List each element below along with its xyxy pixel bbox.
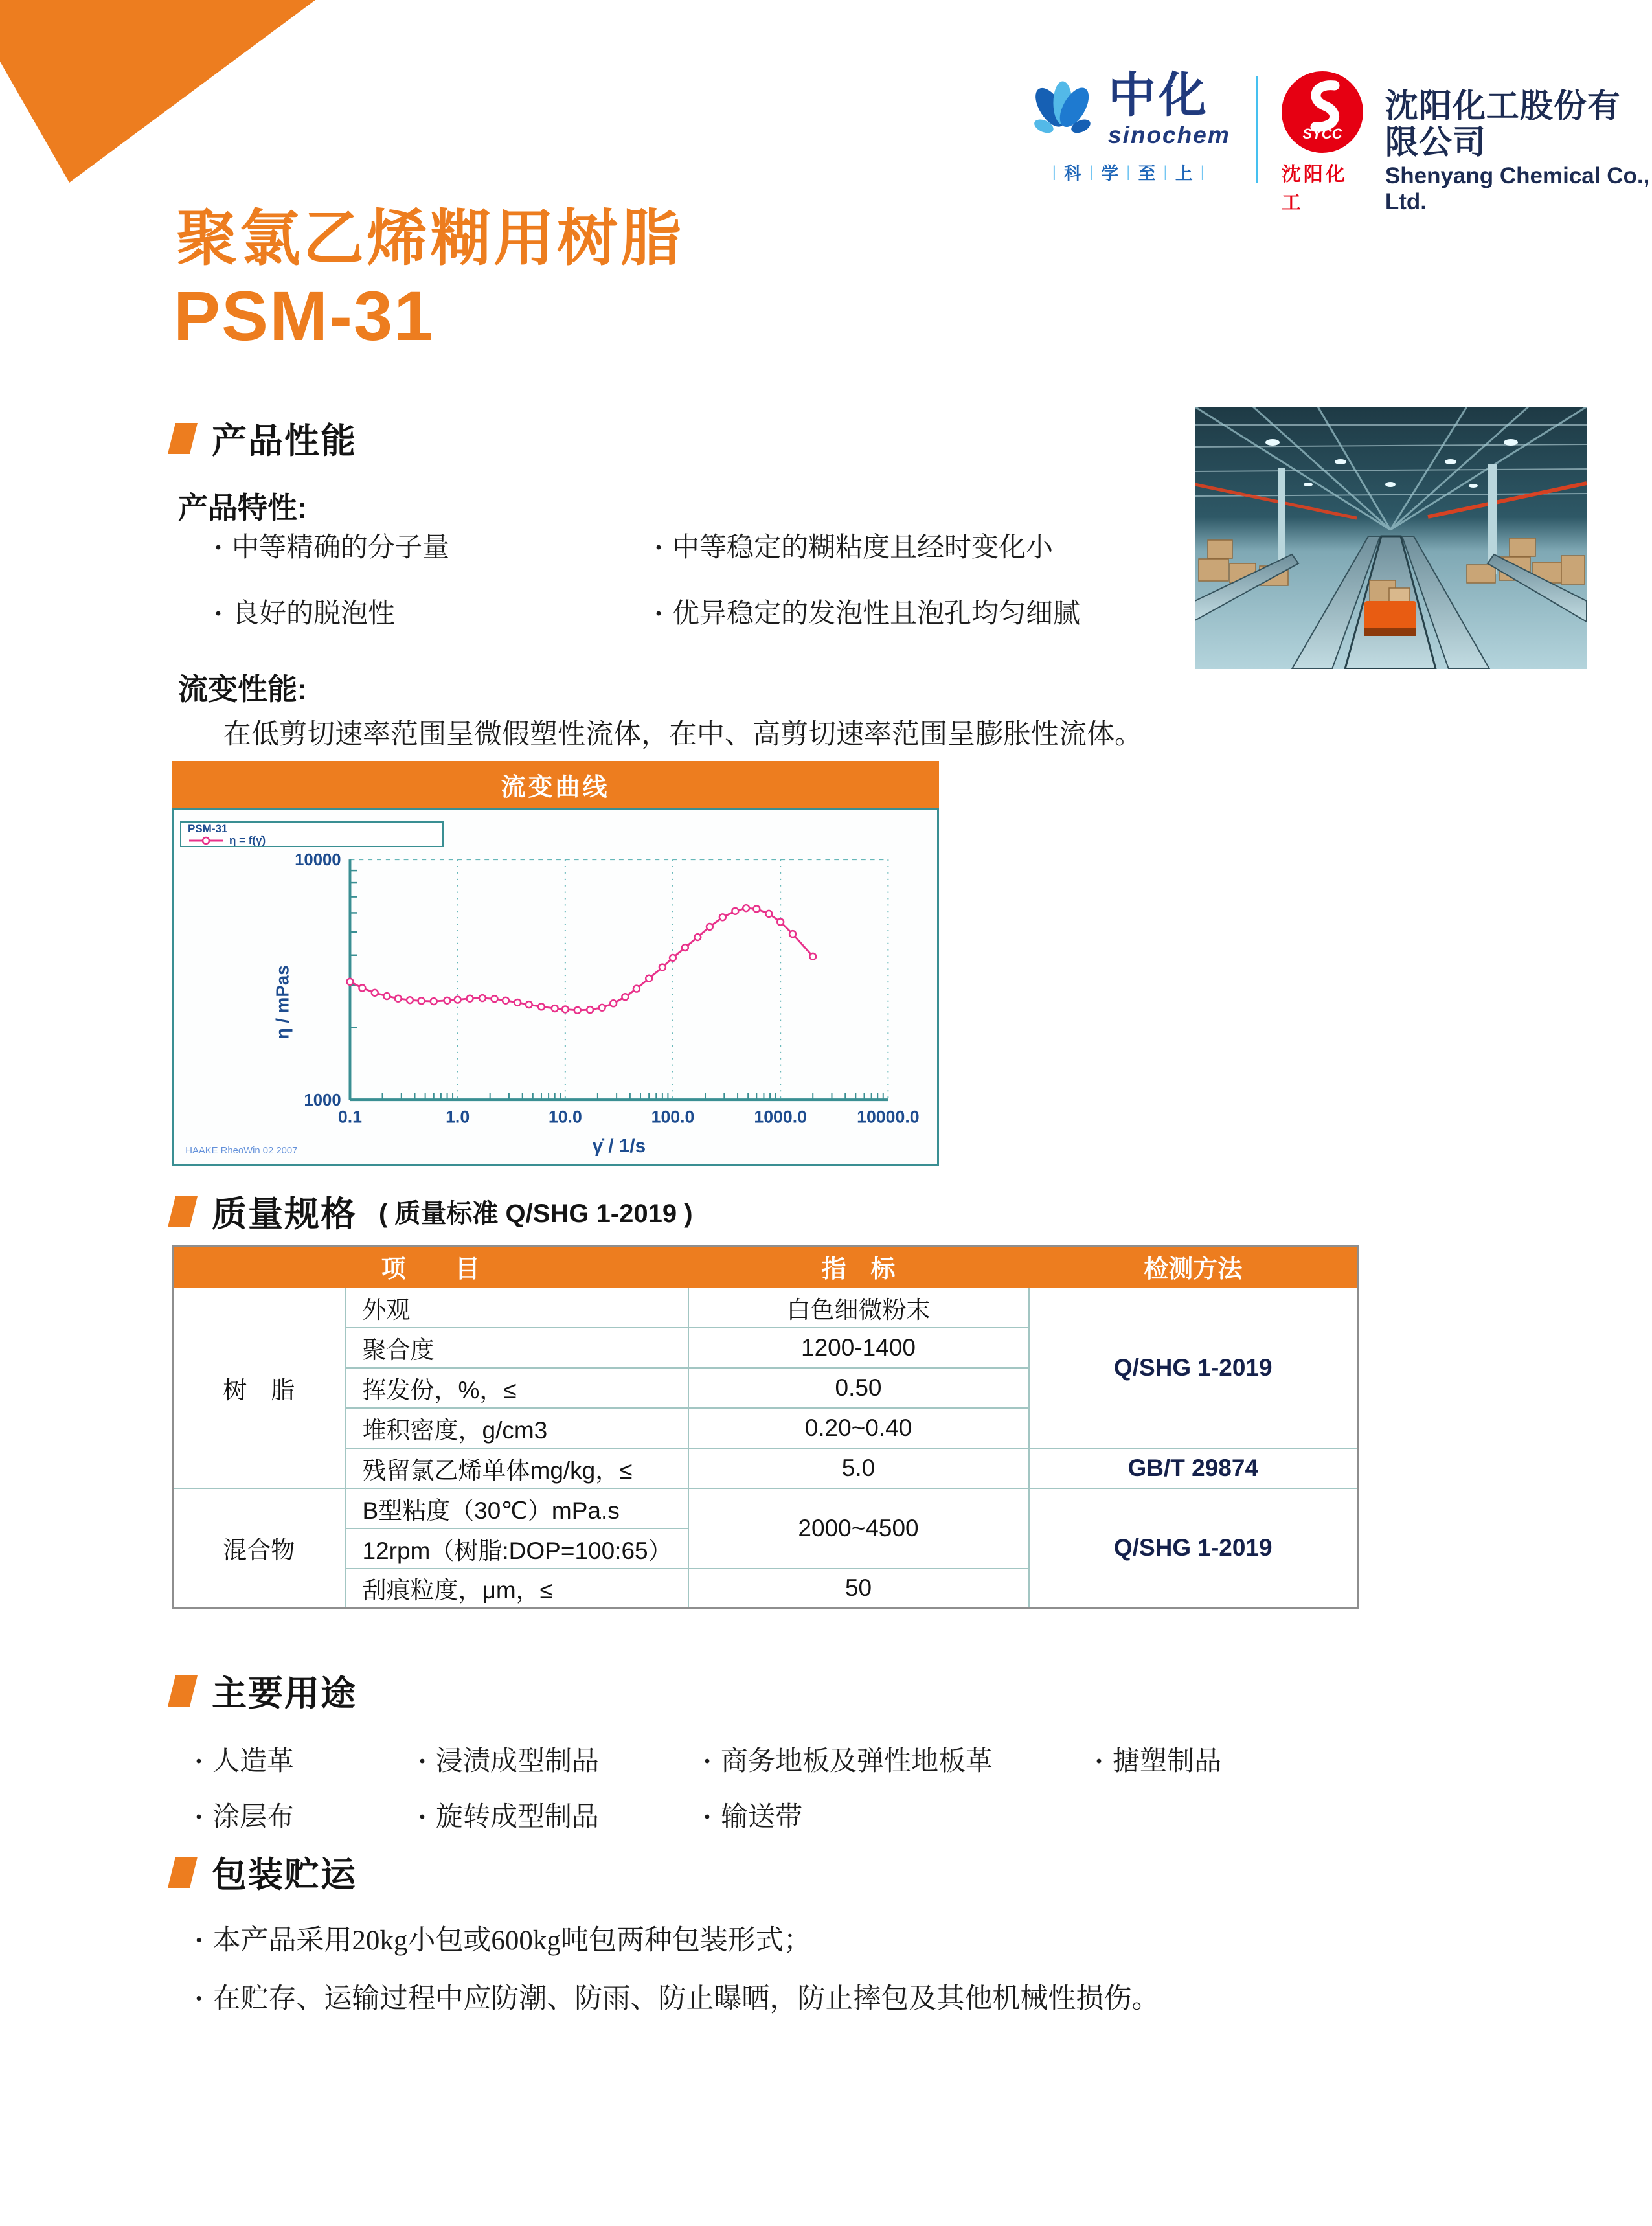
rheology-label: 流变性能: [178, 672, 308, 706]
use-item: · 输送带 [703, 1795, 1094, 1834]
sycc-cn-label: 沈阳化工 [1281, 164, 1348, 214]
method-cell: Q/SHG 1-2019 [1029, 1488, 1358, 1609]
method-cell: Q/SHG 1-2019 [1029, 1288, 1358, 1448]
svg-text:η / mPas: η / mPas [272, 965, 293, 1039]
packaging-item: · 在贮存、运输过程中应防潮、防雨、防止曝晒，防止摔包及其他机械性损伤。 [194, 1977, 1159, 2016]
group-resin: 树 脂 [173, 1288, 345, 1488]
tagline-char: 上 [1175, 164, 1193, 183]
sycc-logo-block [1282, 71, 1363, 215]
section-marker [168, 423, 198, 454]
legend-equation: η = f(γ̇) [229, 834, 266, 846]
table-header-row [173, 1246, 1358, 1288]
section-spec-subtitle: ( 质量标准 Q/SHG 1-2019 ) [379, 1199, 693, 1228]
value-cell: 白色细微粉末 [688, 1288, 1029, 1328]
sinochem-lotus-icon [1026, 73, 1099, 148]
rheology-chart [172, 808, 939, 1166]
sycc-badge-icon [1282, 71, 1363, 153]
use-item: · 旋转成型制品 [418, 1795, 703, 1834]
col-header-item: 项 目 [173, 1246, 688, 1288]
spec-table [172, 1245, 1359, 1609]
uses-row-2 [194, 1795, 1094, 1834]
item-cell: 挥发份，%，≤ [345, 1368, 688, 1408]
svg-text:10000: 10000 [295, 851, 341, 870]
uses-row-1 [194, 1740, 1221, 1778]
table-row [173, 1448, 1358, 1488]
value-cell: 0.50 [688, 1368, 1029, 1408]
product-grade: PSM-31 [174, 277, 435, 355]
group-mixture: 混合物 [173, 1488, 345, 1609]
feature-item: · 中等精确的分子量 [214, 526, 654, 565]
company-name-en: Shenyang Chemical Co., Ltd. [1385, 163, 1650, 215]
section-packaging-title: 包装贮运 [212, 1856, 357, 1894]
brand-header [1026, 68, 1652, 215]
table-row [173, 1488, 1358, 1528]
svg-text:10000.0: 10000.0 [857, 1107, 920, 1127]
tagline-char: 学 [1101, 164, 1119, 183]
section-performance [172, 413, 357, 463]
features-label: 产品特性: [178, 491, 308, 525]
chart-title-bar: 流变曲线 [172, 761, 939, 808]
section-uses [172, 1666, 357, 1716]
svg-text:γ̇ / 1/s: γ̇ / 1/s [592, 1135, 646, 1157]
product-title: 聚氯乙烯糊用树脂 [176, 204, 685, 272]
svg-text:HAAKE RheoWin 02 2007: HAAKE RheoWin 02 2007 [185, 1146, 298, 1157]
use-item: · 搪塑制品 [1094, 1740, 1221, 1778]
sinochem-tagline: | 科 | 学 | 至 | 上 | [1052, 159, 1205, 185]
value-cell: 0.20~0.40 [688, 1408, 1029, 1448]
tagline-char: 科 [1064, 164, 1081, 183]
value-cell: 1200-1400 [688, 1328, 1029, 1368]
company-name-cn: 沈阳化工股份有限公司 [1385, 87, 1621, 161]
company-name-block [1385, 88, 1652, 215]
rheology-paragraph: 在低剪切速率范围呈微假塑性流体，在中、高剪切速率范围呈膨胀性流体。 [223, 720, 1142, 750]
svg-text:10.0: 10.0 [548, 1107, 582, 1127]
feature-item: · 优异稳定的发泡性且泡孔均匀细腻 [654, 592, 1080, 631]
section-packaging [172, 1847, 357, 1897]
use-item: · 涂层布 [194, 1795, 418, 1834]
item-cell: 聚合度 [345, 1328, 688, 1368]
section-marker [168, 1857, 198, 1888]
value-cell: 5.0 [688, 1448, 1029, 1488]
warehouse-photo [1195, 407, 1587, 669]
rheology-chart-panel [172, 761, 939, 1166]
svg-text:1000: 1000 [304, 1091, 341, 1109]
feature-list [214, 526, 1080, 631]
sinochem-logo-block [1026, 68, 1230, 185]
svg-text:1.0: 1.0 [446, 1107, 470, 1127]
header-divider [1256, 76, 1258, 183]
col-header-spec: 指 标 [688, 1246, 1029, 1288]
tagline-char: 至 [1138, 164, 1156, 183]
sinochem-en-wordmark: sinochem [1108, 122, 1230, 148]
packaging-item: · 本产品采用20kg小包或600kg吨包两种包装形式； [194, 1918, 811, 1958]
section-uses-title: 主要用途 [212, 1674, 357, 1713]
svg-text:1000.0: 1000.0 [754, 1107, 808, 1127]
item-cell: 残留氯乙烯单体mg/kg，≤ [345, 1448, 688, 1488]
section-performance-title: 产品性能 [212, 422, 357, 460]
value-cell: 2000~4500 [688, 1488, 1029, 1569]
svg-text:100.0: 100.0 [651, 1107, 695, 1127]
use-item: · 浸渍成型制品 [418, 1740, 703, 1778]
col-header-method: 检测方法 [1029, 1246, 1358, 1288]
item-cell: 堆积密度，g/cm3 [345, 1408, 688, 1448]
item-cell: 外观 [345, 1288, 688, 1328]
item-cell: 刮痕粒度，μm，≤ [345, 1569, 688, 1609]
use-item: · 人造革 [194, 1740, 418, 1778]
section-spec [172, 1187, 693, 1236]
svg-text:SYCC: SYCC [1302, 126, 1342, 142]
use-item: · 商务地板及弹性地板革 [703, 1740, 1094, 1778]
section-spec-title: 质量规格 [212, 1195, 357, 1234]
sinochem-cn-wordmark: 中化 [1108, 68, 1209, 122]
feature-item: · 中等稳定的糊粘度且经时变化小 [654, 526, 1080, 565]
method-cell: GB/T 29874 [1029, 1448, 1358, 1488]
svg-text:0.1: 0.1 [337, 1107, 363, 1127]
value-cell: 50 [688, 1569, 1029, 1609]
section-marker [168, 1675, 198, 1707]
legend-series-name: PSM-31 [188, 823, 228, 835]
item-cell: B型粘度（30℃）mPa.s [345, 1488, 688, 1528]
feature-item: · 良好的脱泡性 [214, 592, 654, 631]
section-marker [168, 1196, 198, 1227]
item-cell: 12rpm（树脂:DOP=100:65） [345, 1528, 688, 1569]
table-row [173, 1288, 1358, 1328]
